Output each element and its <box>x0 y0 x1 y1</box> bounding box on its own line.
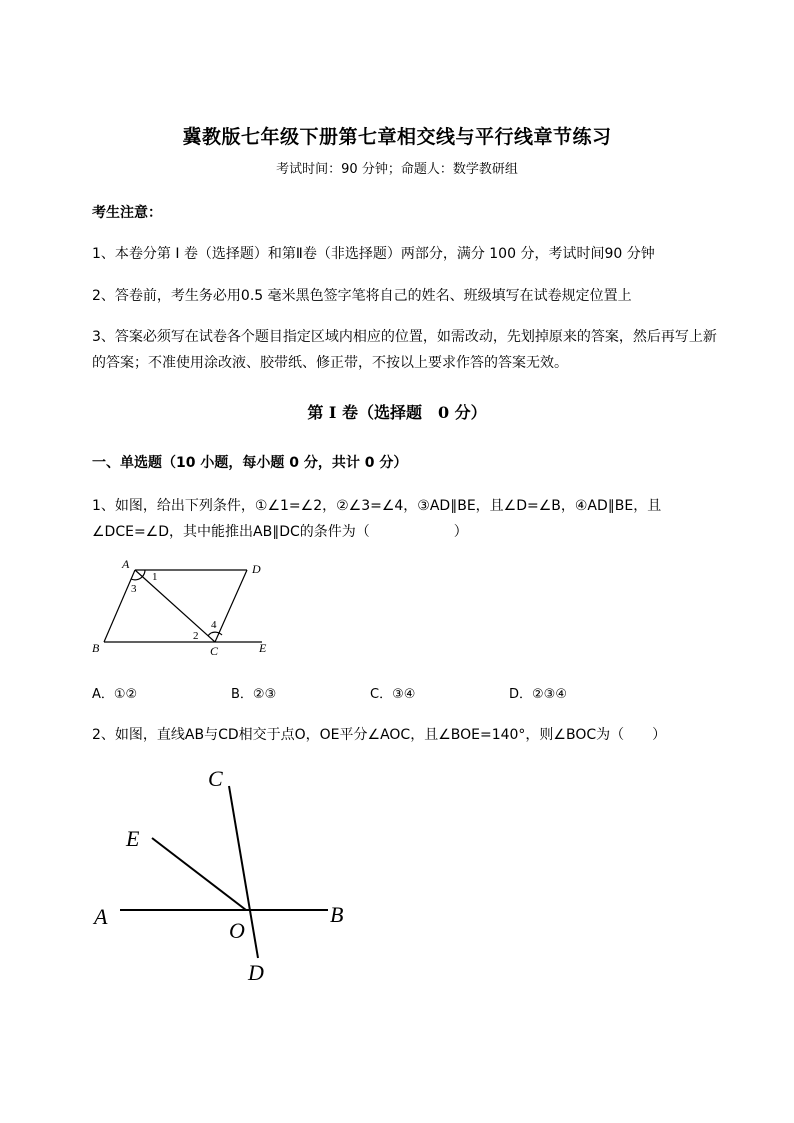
notice-heading: 考生注意： <box>92 205 162 221</box>
part-title: 一、单选题（10 小题，每小题 0 分，共计 0 分） <box>92 455 408 471</box>
label-C: C <box>208 766 223 791</box>
angle-2-arc <box>208 633 211 636</box>
question-1-option-c[interactable]: C．③④ <box>370 687 416 702</box>
angle-1-arc <box>142 570 145 577</box>
angle-4-arc <box>211 632 222 635</box>
section-title: 第 I 卷（选择题 0 分） <box>307 403 487 422</box>
label-E: E <box>126 826 140 851</box>
notice-item-3: 3、答案必须写在试卷各个题目指定区域内相应的位置，如需改动，先划掉原来的答案，然后再写上新 <box>92 329 717 345</box>
label-C: C <box>210 644 219 658</box>
label-E: E <box>259 641 267 655</box>
question-1-option-b[interactable]: B．②③ <box>231 687 277 702</box>
label-angle-2: 2 <box>193 630 199 642</box>
question-2-figure <box>88 760 358 990</box>
notice-item-3-cont: 的答案；不准使用涂改液、胶带纸、修正带，不按以上要求作答的答案无效。 <box>92 355 568 371</box>
label-B: B <box>92 641 100 655</box>
question-2-text: 2、如图，直线AB与CD相交于点O，OE平分∠AOC，且∠BOE=140°，则∠BOC为（ ） <box>92 727 667 743</box>
label-B: B <box>330 902 344 927</box>
notice-item-2: 2、答卷前，考生务必用0.5 毫米黑色签字笔将自己的姓名、班级填写在试卷规定位置上 <box>92 288 632 304</box>
exam-info: 考试时间：90 分钟；命题人：数学教研组 <box>276 162 518 177</box>
label-O: O <box>229 918 245 943</box>
segment-AB <box>104 570 135 642</box>
label-angle-4: 4 <box>211 619 217 631</box>
question-1-text-cont: ∠DCE=∠D，其中能推出AB∥DC的条件为（ ） <box>92 524 468 540</box>
label-D: D <box>248 960 264 985</box>
page-title: 冀教版七年级下册第七章相交线与平行线章节练习 <box>182 126 612 148</box>
label-angle-3: 3 <box>131 583 137 595</box>
ray-OE <box>152 838 246 910</box>
question-1-option-a[interactable]: A．①② <box>92 687 138 702</box>
label-D: D <box>252 562 261 576</box>
question-1-text: 1、如图，给出下列条件，①∠1=∠2，②∠3=∠4，③AD∥BE，且∠D=∠B，④AD∥BE，且 <box>92 498 662 514</box>
label-A: A <box>94 904 108 929</box>
label-angle-1: 1 <box>152 571 158 583</box>
question-1-figure <box>88 556 278 660</box>
question-1-option-d[interactable]: D．②③④ <box>509 687 567 702</box>
segment-DC <box>215 570 247 642</box>
segment-AC <box>135 570 215 642</box>
label-A: A <box>122 557 130 571</box>
angle-3-arc <box>131 577 142 580</box>
notice-item-1: 1、本卷分第 I 卷（选择题）和第Ⅱ卷（非选择题）两部分，满分 100 分，考试时间90 分钟 <box>92 246 655 262</box>
